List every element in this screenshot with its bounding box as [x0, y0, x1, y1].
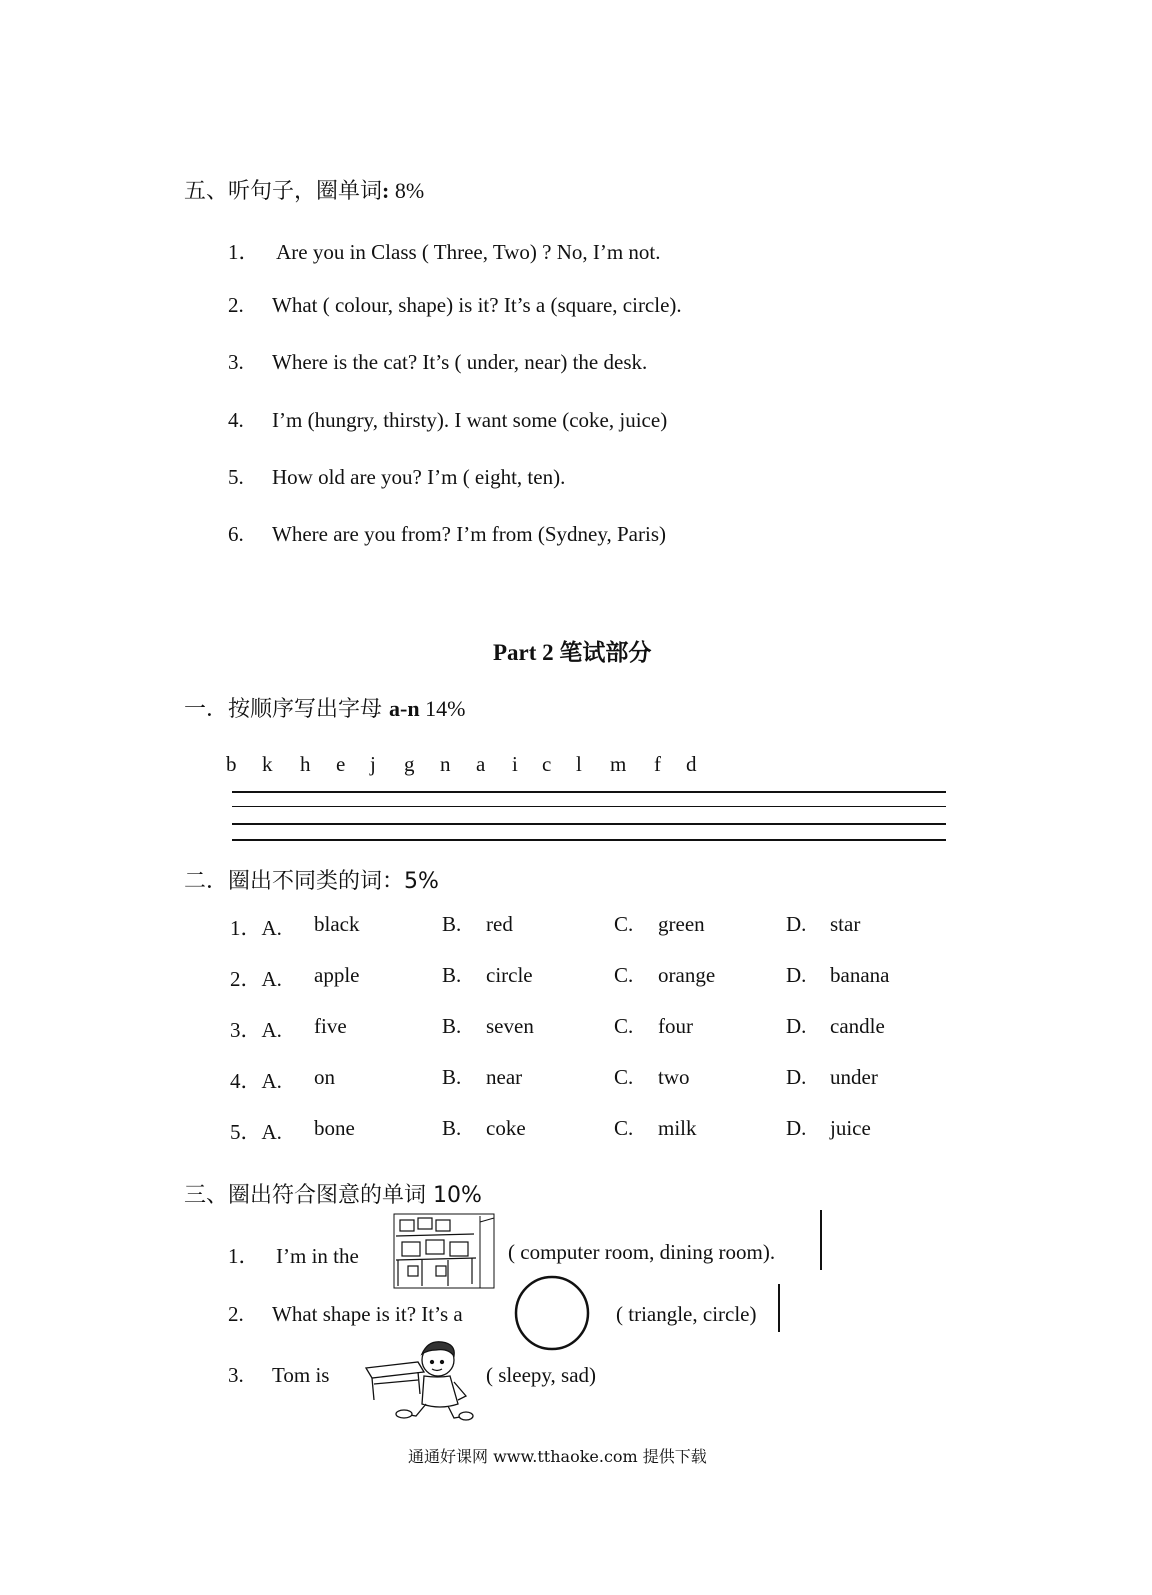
writing-line-3	[232, 823, 946, 825]
vertical-bar	[778, 1284, 780, 1332]
letter: j	[370, 752, 376, 776]
option-d: star	[830, 912, 861, 936]
option-b: circle	[486, 963, 533, 987]
row-number: 5．A.	[230, 1120, 282, 1144]
item-number: 1．	[228, 1244, 260, 1268]
letter: l	[576, 752, 582, 776]
section5-item-3	[228, 350, 647, 375]
question-row	[230, 1014, 930, 1044]
option-c: orange	[658, 963, 716, 987]
label-d: D.	[786, 1065, 807, 1089]
letter: k	[262, 752, 273, 776]
letter: f	[654, 752, 661, 776]
item-number: 1．	[228, 240, 260, 264]
section1-heading	[184, 692, 465, 723]
label-d: D.	[786, 912, 807, 936]
option-a: on	[314, 1065, 335, 1089]
section5-item-5	[228, 465, 565, 490]
part2-title-zh: 笔试部分	[559, 640, 652, 666]
option-a: five	[314, 1014, 347, 1038]
label-d: D.	[786, 1116, 807, 1140]
circle-shape-picture	[512, 1274, 592, 1352]
section5-item-6	[228, 522, 666, 547]
vertical-bar	[820, 1210, 822, 1270]
label-d: D.	[786, 963, 807, 987]
row-number: 2．A.	[230, 967, 282, 991]
label-d: D.	[786, 1014, 807, 1038]
label-b: B.	[442, 1116, 462, 1140]
writing-line-2	[232, 806, 946, 807]
letter: g	[404, 752, 415, 776]
item-text: Where is the cat? It’s ( under, near) the desk.	[272, 350, 648, 374]
item-text: What ( colour, shape) is it? It’s a (square, circle).	[272, 293, 682, 317]
item-number: 2.	[228, 293, 244, 317]
item-prefix: What shape is it? It’s a	[272, 1302, 463, 1326]
item-number: 5.	[228, 465, 244, 489]
row-number: 3．A.	[230, 1018, 282, 1042]
option-d: banana	[830, 963, 890, 987]
item-text: I’m (hungry, thirsty). I want some (coke, juice)	[272, 408, 668, 432]
label-c: C.	[614, 1014, 634, 1038]
option-d: juice	[830, 1116, 871, 1140]
letter: b	[226, 752, 237, 776]
label-c: C.	[614, 963, 634, 987]
section2-title: 二．圈出不同类的词：5%	[184, 869, 439, 894]
letter: d	[686, 752, 697, 776]
item-prefix: I’m in the	[276, 1244, 359, 1268]
option-a: black	[314, 912, 360, 936]
section3-item-3	[228, 1363, 329, 1388]
item-number: 6.	[228, 522, 244, 546]
option-c: green	[658, 912, 705, 936]
section1-title: 一．按顺序写出字母	[184, 697, 389, 722]
label-c: C.	[614, 912, 634, 936]
option-b: seven	[486, 1014, 534, 1038]
section3-item-3-options: ( sleepy, sad)	[486, 1363, 597, 1387]
scrambled-letters	[226, 752, 726, 780]
letter: m	[610, 752, 627, 776]
option-d: candle	[830, 1014, 885, 1038]
section5-heading	[184, 174, 424, 205]
part2-title-en: Part 2	[493, 640, 560, 665]
section3-heading	[184, 1178, 482, 1209]
item-number: 3.	[228, 350, 244, 374]
option-b: near	[486, 1065, 523, 1089]
label-b: B.	[442, 1014, 462, 1038]
section3-title: 三、圈出符合图意的单词 10%	[184, 1183, 482, 1208]
item-text: Where are you from? I’m from (Sydney, Paris)	[272, 522, 666, 546]
row-number: 1．A.	[230, 916, 282, 940]
option-c: four	[658, 1014, 693, 1038]
letter: c	[542, 752, 552, 776]
section5-score: 8%	[389, 178, 425, 203]
row-number: 4．A.	[230, 1069, 282, 1093]
section5-item-4	[228, 408, 667, 433]
section5-item-2	[228, 293, 682, 318]
question-row	[230, 963, 930, 993]
item-number: 4.	[228, 408, 244, 432]
section5-title-colon: :	[382, 178, 390, 203]
question-row	[230, 1065, 930, 1095]
section3-item-2-options: ( triangle, circle)	[616, 1302, 757, 1326]
letter: h	[300, 752, 311, 776]
section1-range: a-n	[389, 696, 420, 721]
option-c: two	[658, 1065, 690, 1089]
question-row	[230, 912, 930, 942]
page-footer: 通通好课网 www.tthaoke.com 提供下载	[408, 1447, 707, 1466]
option-c: milk	[658, 1116, 697, 1140]
section1-score: 14%	[419, 696, 466, 721]
item-prefix: Tom is	[272, 1363, 330, 1387]
letter: e	[336, 752, 346, 776]
letter: a	[476, 752, 486, 776]
label-b: B.	[442, 1065, 462, 1089]
sleepy-boy-picture	[362, 1338, 474, 1422]
part2-heading	[493, 634, 651, 667]
label-b: B.	[442, 963, 462, 987]
option-b: red	[486, 912, 513, 936]
question-row	[230, 1116, 930, 1146]
writing-line-1	[232, 791, 946, 793]
item-text: Are you in Class ( Three, Two) ? No, I’m not.	[272, 240, 661, 264]
option-b: coke	[486, 1116, 526, 1140]
option-a: bone	[314, 1116, 355, 1140]
label-b: B.	[442, 912, 462, 936]
section3-item-1	[228, 1240, 359, 1270]
writing-line-4	[232, 839, 946, 841]
section2-heading	[184, 864, 439, 895]
section5-item-1	[228, 236, 661, 266]
letter: n	[440, 752, 451, 776]
item-number: 3.	[228, 1363, 244, 1387]
section5-title: 五、听句子，圈单词	[184, 179, 383, 204]
option-d: under	[830, 1065, 878, 1089]
letter: i	[512, 752, 518, 776]
computer-room-picture	[392, 1212, 496, 1290]
item-number: 2.	[228, 1302, 244, 1326]
item-text: How old are you? I’m ( eight, ten).	[272, 465, 566, 489]
label-c: C.	[614, 1065, 634, 1089]
option-a: apple	[314, 963, 360, 987]
section3-item-2	[228, 1302, 463, 1327]
section3-item-1-options: ( computer room, dining room).	[508, 1240, 776, 1264]
label-c: C.	[614, 1116, 634, 1140]
